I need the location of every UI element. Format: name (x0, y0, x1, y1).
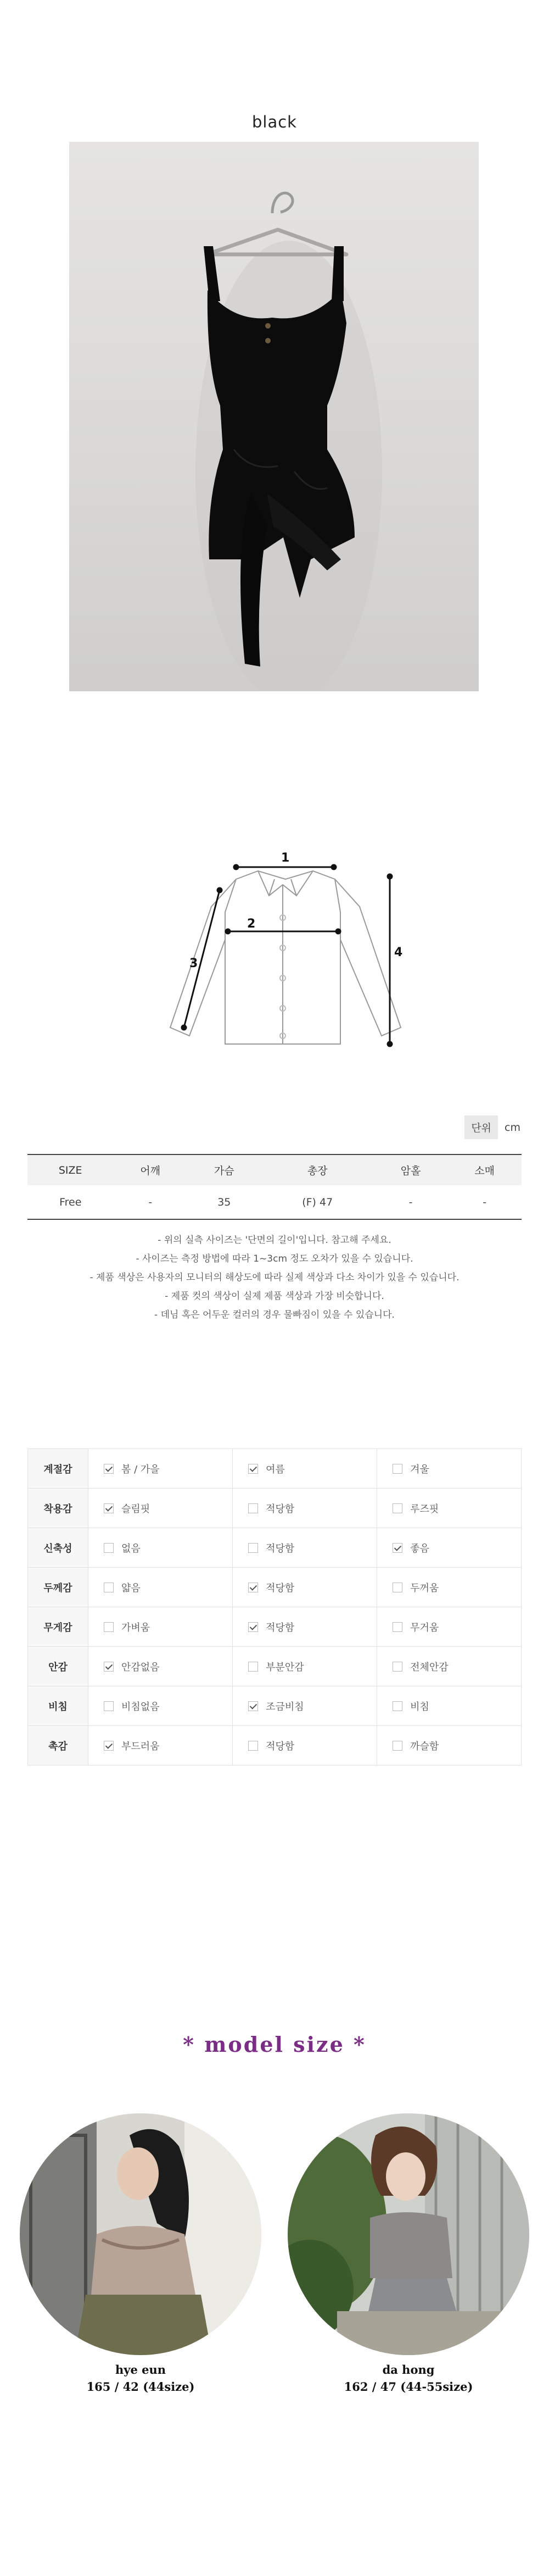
feature-row (28, 1528, 522, 1568)
size-header: SIZE (27, 1154, 113, 1185)
unit-label: 단위 (464, 1115, 498, 1139)
feature-label: 신축성 (28, 1528, 88, 1568)
feature-option (233, 1647, 377, 1686)
feature-option-label: 무거움 (410, 1622, 439, 1634)
color-label: black (252, 113, 297, 131)
feature-label: 비침 (28, 1686, 88, 1726)
feature-option (88, 1568, 233, 1607)
size-notes (0, 1202, 549, 1324)
feature-option (377, 1647, 522, 1686)
model-photo (288, 2113, 529, 2355)
feature-option (377, 1449, 522, 1489)
feature-option-label: 루즈핏 (410, 1503, 439, 1515)
feature-row (28, 1686, 522, 1726)
feature-label: 안감 (28, 1647, 88, 1686)
feature-option-label: 없음 (121, 1542, 141, 1555)
feature-option (88, 1489, 233, 1528)
feature-option-label: 적당함 (266, 1740, 295, 1752)
feature-option (88, 1726, 233, 1766)
feature-row (28, 1449, 522, 1489)
checkbox-empty-icon (393, 1701, 402, 1711)
feature-option-label: 적당함 (266, 1622, 295, 1634)
feature-option (377, 1568, 522, 1607)
marker-shoulder: 1 (281, 851, 290, 865)
checkbox-empty-icon (393, 1622, 402, 1632)
feature-option-label: 적당함 (266, 1582, 295, 1594)
feature-option (377, 1607, 522, 1647)
feature-option-label: 얇음 (121, 1582, 141, 1594)
feature-option-label: 두꺼움 (410, 1582, 439, 1594)
feature-row (28, 1726, 522, 1766)
checkbox-empty-icon (248, 1662, 258, 1672)
feature-option (233, 1686, 377, 1726)
product-photo (69, 142, 479, 691)
note-line: - 제품 컷의 색상이 실제 제품 색상과 가장 비슷합니다. (165, 1291, 384, 1302)
feature-option (377, 1528, 522, 1568)
checkbox-empty-icon (393, 1464, 402, 1474)
note-line: - 위의 실측 사이즈는 '단면의 길이'입니다. 참고해 주세요. (158, 1235, 391, 1246)
chest-header: 가슴 (187, 1154, 261, 1185)
feature-option (88, 1686, 233, 1726)
unit-value: cm (505, 1121, 520, 1134)
unit-indicator (464, 1115, 520, 1139)
checkbox-checked-icon (104, 1662, 114, 1672)
checkbox-empty-icon (104, 1701, 114, 1711)
checkbox-checked-icon (248, 1622, 258, 1632)
feature-option (233, 1607, 377, 1647)
marker-sleeve: 3 (189, 957, 198, 970)
checkbox-empty-icon (393, 1503, 402, 1513)
feature-option-label: 적당함 (266, 1542, 295, 1555)
checkbox-empty-icon (104, 1583, 114, 1592)
table-cell: 35 (187, 1185, 261, 1219)
feature-label: 착용감 (28, 1489, 88, 1528)
note-line: - 사이즈는 측정 방법에 따라 1~3cm 정도 오차가 있을 수 있습니다. (136, 1253, 413, 1264)
checkbox-checked-icon (248, 1583, 258, 1592)
checkbox-empty-icon (248, 1543, 258, 1553)
marker-length: 4 (394, 946, 403, 959)
model-photo-icon (20, 2113, 261, 2355)
feature-option-label: 안감없음 (121, 1661, 160, 1673)
feature-option (233, 1528, 377, 1568)
fabric-feature-table (27, 1448, 522, 1766)
feature-option-label: 비침 (410, 1701, 429, 1713)
model-measurements: 165 / 42 (44size) (86, 2380, 195, 2394)
feature-option (377, 1726, 522, 1766)
shoulder-header: 어깨 (113, 1154, 187, 1185)
feature-option-label: 까슬함 (410, 1740, 439, 1752)
dress-on-hanger-icon (69, 142, 479, 691)
feature-option-label: 겨울 (410, 1463, 429, 1475)
model-card-hye-eun (20, 2113, 261, 2394)
feature-label: 무게감 (28, 1607, 88, 1647)
checkbox-empty-icon (393, 1662, 402, 1672)
armhole-header: 암홀 (374, 1154, 448, 1185)
feature-option-label: 비침없음 (121, 1701, 160, 1713)
checkbox-checked-icon (104, 1503, 114, 1513)
checkbox-empty-icon (393, 1583, 402, 1592)
feature-option-label: 조금비침 (266, 1701, 304, 1713)
feature-row (28, 1489, 522, 1528)
feature-option (88, 1449, 233, 1489)
checkbox-checked-icon (104, 1741, 114, 1751)
feature-option-label: 슬림핏 (121, 1503, 150, 1515)
table-cell: - (113, 1185, 187, 1219)
model-measurements: 162 / 47 (44-55size) (344, 2380, 473, 2394)
checkbox-checked-icon (248, 1464, 258, 1474)
size-table-header (27, 1154, 522, 1185)
feature-label: 촉감 (28, 1726, 88, 1766)
table-cell: - (447, 1185, 522, 1219)
feature-label: 두께감 (28, 1568, 88, 1607)
checkbox-empty-icon (248, 1741, 258, 1751)
sleeve-header: 소매 (447, 1154, 522, 1185)
feature-option (233, 1568, 377, 1607)
checkbox-empty-icon (104, 1543, 114, 1553)
note-line: - 제품 색상은 사용자의 모니터의 해상도에 따라 실제 색상과 다소 차이가 있을 수 있습니다. (89, 1272, 460, 1283)
measurement-diagram (159, 846, 406, 1055)
feature-option (233, 1726, 377, 1766)
feature-option-label: 좋음 (410, 1542, 429, 1555)
model-size-title: * model size * (183, 2032, 366, 2057)
cardigan-diagram-icon (159, 846, 406, 1055)
feature-option-label: 봄 / 가을 (121, 1463, 160, 1475)
feature-option-label: 여름 (266, 1463, 285, 1475)
checkbox-checked-icon (393, 1543, 402, 1553)
feature-label: 계절감 (28, 1449, 88, 1489)
table-cell: Free (27, 1185, 113, 1219)
checkbox-checked-icon (248, 1701, 258, 1711)
checkbox-empty-icon (104, 1622, 114, 1632)
feature-option-label: 가벼움 (121, 1622, 150, 1634)
checkbox-empty-icon (248, 1503, 258, 1513)
feature-row (28, 1647, 522, 1686)
table-cell: (F) 47 (261, 1185, 374, 1219)
feature-row (28, 1568, 522, 1607)
checkbox-empty-icon (393, 1741, 402, 1751)
feature-option (233, 1489, 377, 1528)
feature-option (377, 1686, 522, 1726)
feature-option-label: 적당함 (266, 1503, 295, 1515)
feature-option (88, 1528, 233, 1568)
feature-option (377, 1489, 522, 1528)
checkbox-checked-icon (104, 1464, 114, 1474)
model-name: hye eun (115, 2363, 166, 2377)
model-name: da hong (382, 2363, 435, 2377)
length-header: 총장 (261, 1154, 374, 1185)
feature-option-label: 부드러움 (121, 1740, 160, 1752)
feature-option (88, 1647, 233, 1686)
feature-option (233, 1449, 377, 1489)
marker-chest: 2 (247, 917, 256, 931)
table-cell: - (374, 1185, 448, 1219)
model-card-da-hong (288, 2113, 529, 2394)
feature-option-label: 부분안감 (266, 1661, 304, 1673)
feature-row (28, 1607, 522, 1647)
model-photo (20, 2113, 261, 2355)
note-line: - 데님 혹은 어두운 컬러의 경우 물빠짐이 있을 수 있습니다. (154, 1309, 395, 1320)
feature-option (88, 1607, 233, 1647)
feature-option-label: 전체안감 (410, 1661, 449, 1673)
model-photo-icon (288, 2113, 529, 2355)
